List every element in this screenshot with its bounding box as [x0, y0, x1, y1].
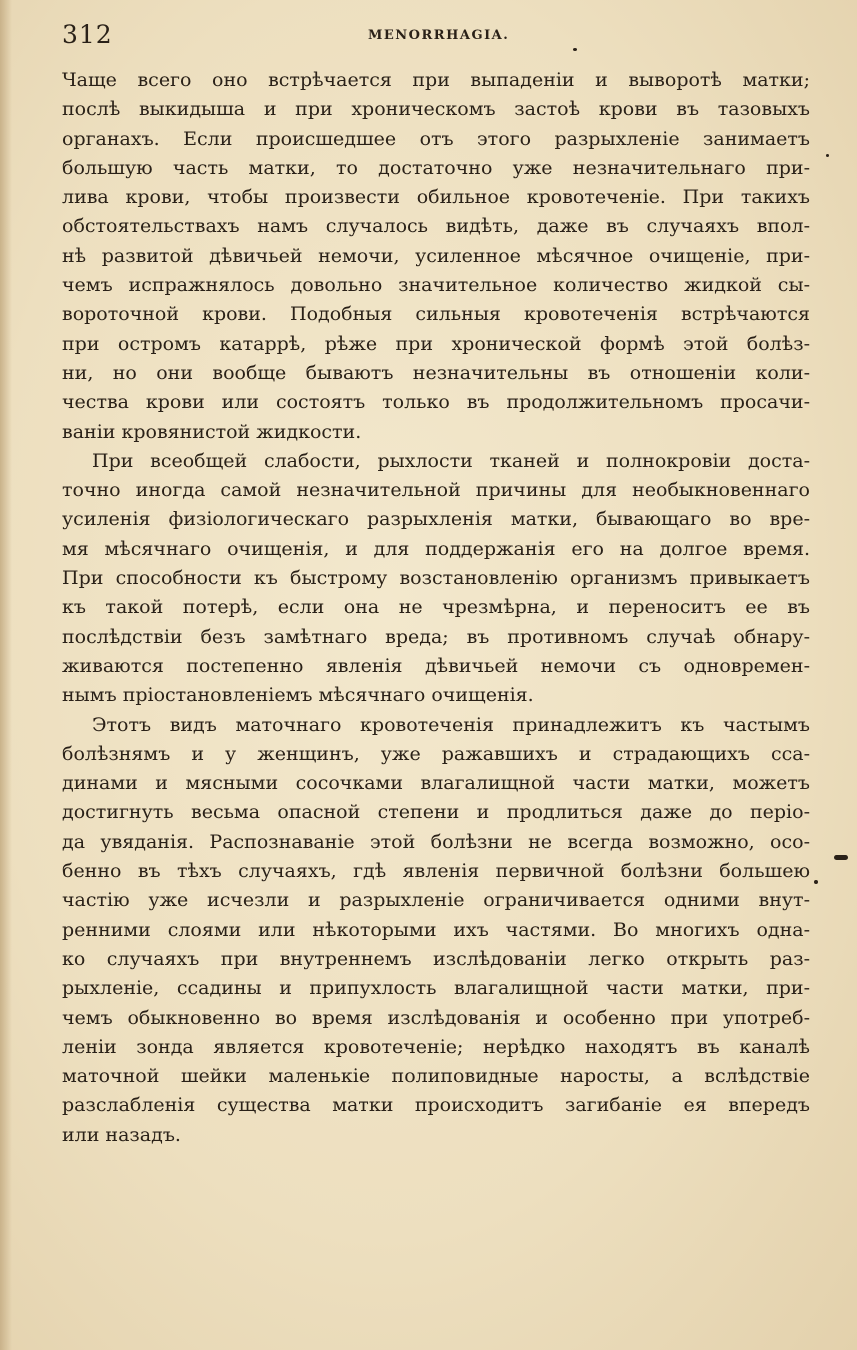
paragraph	[62, 447, 810, 711]
text-line: Этотъ видъ маточнаго кровотеченія принадлежитъ къ частымъ	[92, 713, 810, 736]
text-line: послѣ выкидыша и при хроническомъ застоѣ крови въ тазовыхъ	[62, 98, 810, 121]
text-line: разслабленія существа матки происходитъ загибаніе ея впередъ	[62, 1094, 810, 1117]
text-line: чемъ испражнялось довольно значительное количество жидкой сы-	[62, 274, 810, 297]
text-line: лива крови, чтобы произвести обильное кровотеченіе. При такихъ	[62, 186, 810, 209]
text-line: бенно въ тѣхъ случаяхъ, гдѣ явленія первичной болѣзни большею	[62, 860, 810, 883]
paragraph	[62, 66, 810, 447]
text-line: или назадъ.	[62, 1123, 181, 1146]
text-line: достигнуть весьма опасной степени и продлиться даже до періо-	[62, 801, 810, 824]
ink-speck	[826, 154, 829, 157]
page-number: 312	[62, 20, 113, 49]
text-line: къ такой потерѣ, если она не чрезмѣрна, и переноситъ ее въ	[62, 596, 810, 619]
body-text	[62, 66, 810, 1150]
text-line: рыхленіе, ссадины и припухлость влагалищной части матки, при-	[62, 977, 810, 1000]
text-line: обстоятельствахъ намъ случалось видѣть, даже въ случаяхъ впол-	[62, 215, 810, 238]
text-line: живаются постепенно явленія дѣвичьей немочи съ одновремен-	[62, 654, 810, 677]
page-gutter-shadow	[0, 0, 12, 1350]
text-line: При всеобщей слабости, рыхлости тканей и полнокровіи доста-	[92, 449, 810, 472]
running-title: MENORRHAGIA.	[368, 28, 510, 43]
text-line: да увяданія. Распознаваніе этой болѣзни не всегда возможно, осо-	[62, 830, 810, 853]
text-line: ренними слоями или нѣкоторыми ихъ частями. Во многихъ одна-	[62, 918, 810, 941]
text-line: маточной шейки маленькіе полиповидные наросты, а вслѣдствіе	[62, 1065, 810, 1088]
text-line: нѣ развитой дѣвичьей немочи, усиленное мѣсячное очищеніе, при-	[62, 244, 810, 267]
text-line: послѣдствіи безъ замѣтнаго вреда; въ противномъ случаѣ обнару-	[62, 625, 810, 648]
text-line: чества крови или состоятъ только въ продолжительномъ просачи-	[62, 391, 810, 414]
text-line: большую часть матки, то достаточно уже незначительнаго при-	[62, 156, 810, 179]
text-line: болѣзнямъ и у женщинъ, уже ражавшихъ и страдающихъ сса-	[62, 742, 810, 765]
ink-speck	[814, 880, 818, 884]
page-header	[62, 18, 812, 54]
text-line: точно иногда самой незначительной причины для необыкновеннаго	[62, 479, 810, 502]
text-line: ни, но они вообще бываютъ незначительны въ отношеніи коли-	[62, 361, 810, 384]
text-line: ко случаяхъ при внутреннемъ изслѣдованіи легко открыть раз-	[62, 947, 810, 970]
ink-speck	[573, 48, 577, 51]
text-line: органахъ. Если происшедшее отъ этого разрыхленіе занимаетъ	[62, 127, 810, 150]
text-line: ваніи кровянистой жидкости.	[62, 420, 362, 443]
text-line: при остромъ катаррѣ, рѣже при хронической формѣ этой болѣз-	[62, 332, 810, 355]
ink-speck	[834, 855, 848, 860]
text-line: нымъ пріостановленіемъ мѣсячнаго очищенія.	[62, 684, 534, 707]
text-line: Чаще всего оно встрѣчается при выпаденіи и выворотѣ матки;	[62, 69, 810, 91]
text-line: леніи зонда является кровотеченіе; нерѣдко находятъ въ каналѣ	[62, 1035, 810, 1058]
text-line: динами и мясными сосочками влагалищной части матки, можетъ	[62, 772, 810, 795]
text-line: частію уже исчезли и разрыхленіе ограничивается одними внут-	[62, 889, 810, 912]
text-line: чемъ обыкновенно во время изслѣдованія и особенно при употреб-	[62, 1006, 810, 1029]
text-line: вороточной крови. Подобныя сильныя кровотеченія встрѣчаются	[62, 303, 810, 326]
paragraph	[62, 711, 810, 1150]
text-line: усиленія физіологическаго разрыхленія матки, бывающаго во вре-	[62, 508, 810, 531]
text-line: мя мѣсячнаго очищенія, и для поддержанія его на долгое время.	[62, 537, 810, 560]
text-line: При способности къ быстрому возстановленію организмъ привыкаетъ	[62, 567, 810, 590]
